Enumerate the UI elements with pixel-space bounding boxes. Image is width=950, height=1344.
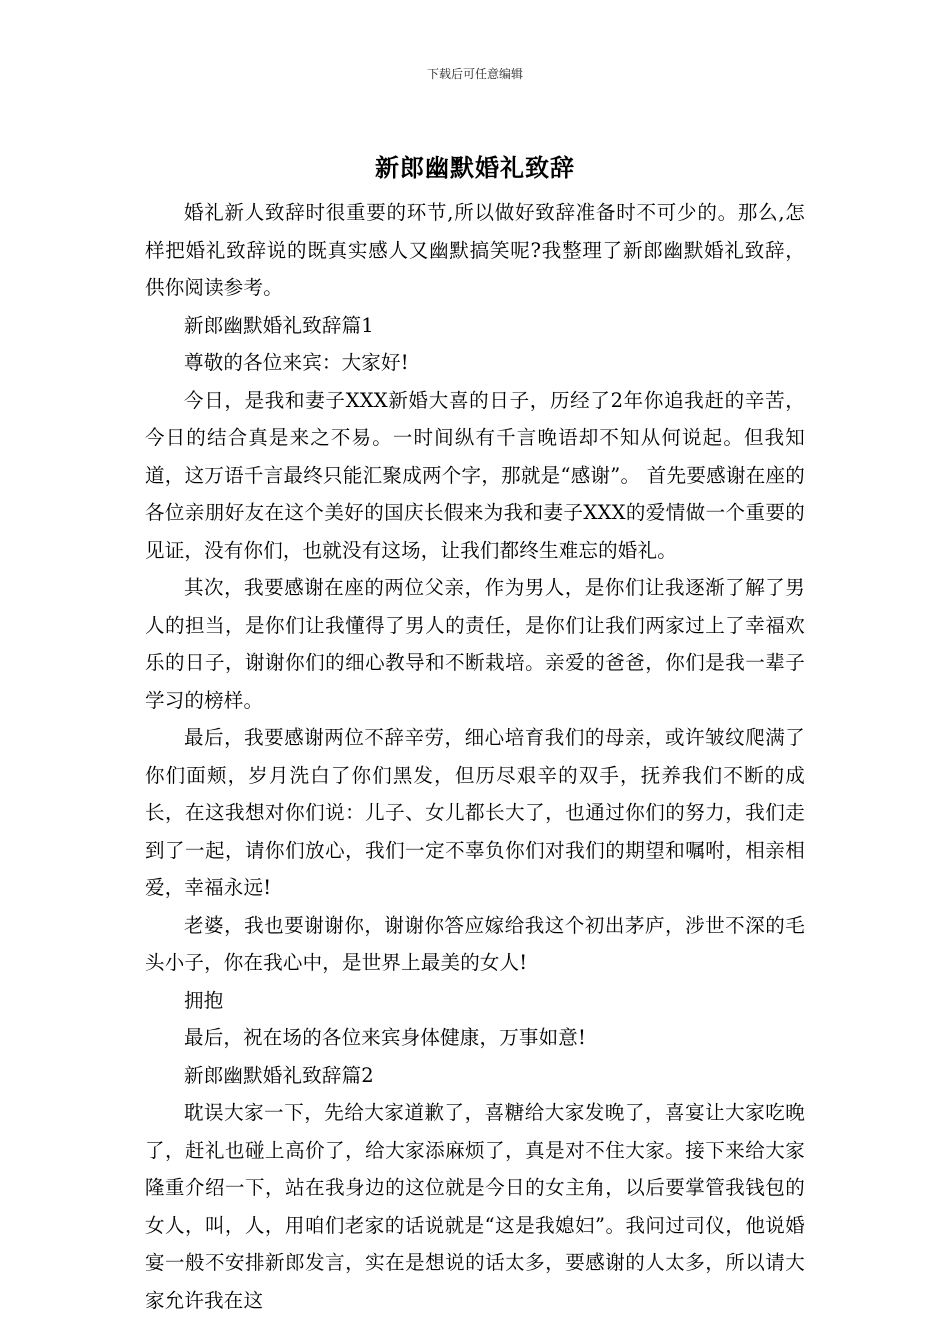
intro-paragraph: 婚礼新人致辞时很重要的环节,所以做好致辞准备时不可少的。那么,怎样把婚礼致辞说的既真实感人又幽默搞笑呢?我整理了新郎幽默婚礼致辞，供你阅读参考。 (145, 201, 805, 299)
body-paragraph: 最后，我要感谢两位不辞辛劳，细心培育我们的母亲，或许皱纹爬满了你们面颊，岁月洗白了你们黑发，但历尽艰辛的双手，抚养我们不断的成长，在这我想对你们说：儿子、女儿都长大了，也通过你们的努力，我们走到了一起，请你们放心，我们一定不辜负你们对我们的期望和嘱咐，相亲相爱，幸福永远! (145, 726, 805, 899)
closing-wish: 最后，祝在场的各位来宾身体健康，万事如意! (184, 1026, 587, 1049)
section-heading-1: 新郎幽默婚礼致辞篇1 (184, 313, 374, 337)
section-heading-2: 新郎幽默婚礼致辞篇2 (184, 1063, 374, 1087)
document-title: 新郎幽默婚礼致辞 (375, 153, 575, 182)
header-note: 下载后可任意编辑 (426, 67, 523, 81)
body-paragraph: 老婆，我也要谢谢你，谢谢你答应嫁给我这个初出茅庐，涉世不深的毛头小子，你在我心中，是世界上最美的女人! (145, 913, 805, 974)
body-paragraph: 今日，是我和妻子XXX新婚大喜的日子，历经了2年你追我赶的辛苦，今日的结合真是来之不易。一时间纵有千言晚语却不知从何说起。但我知道，这万语千言最终只能汇聚成两个字，那就是“感谢”。 首先要感谢在座的各位亲朋好友在这个美好的国庆长假来为我和妻子XXX的爱情做一个重要的见证，没有你们，也就没有这场，让我们都终生难忘的婚礼。 (145, 388, 805, 562)
document-body (145, 194, 805, 1319)
body-paragraph: 其次，我要感谢在座的两位父亲，作为男人，是你们让我逐渐了解了男人的担当，是你们让我懂得了男人的责任，是你们让我们两家过上了幸福欢乐的日子，谢谢你们的细心教导和不断栽培。亲爱的爸爸，你们是我一辈子学习的榜样。 (145, 576, 805, 712)
stage-direction: 拥抱 (184, 988, 224, 1012)
salutation: 尊敬的各位来宾：大家好! (184, 351, 409, 374)
body-paragraph: 耽误大家一下，先给大家道歉了，喜糖给大家发晚了，喜宴让大家吃晚了，赶礼也碰上高价了，给大家添麻烦了，真是对不住大家。接下来给大家隆重介绍一下，站在我身边的这位就是今日的女主角，以后要掌管我钱包的女人，叫，人，用咱们老家的话说就是“这是我媳妇”。我问过司仪，他说婚宴一般不安排新郎发言，实在是想说的话太多，要感谢的人太多，所以请大家允许我在这 (145, 1101, 805, 1312)
